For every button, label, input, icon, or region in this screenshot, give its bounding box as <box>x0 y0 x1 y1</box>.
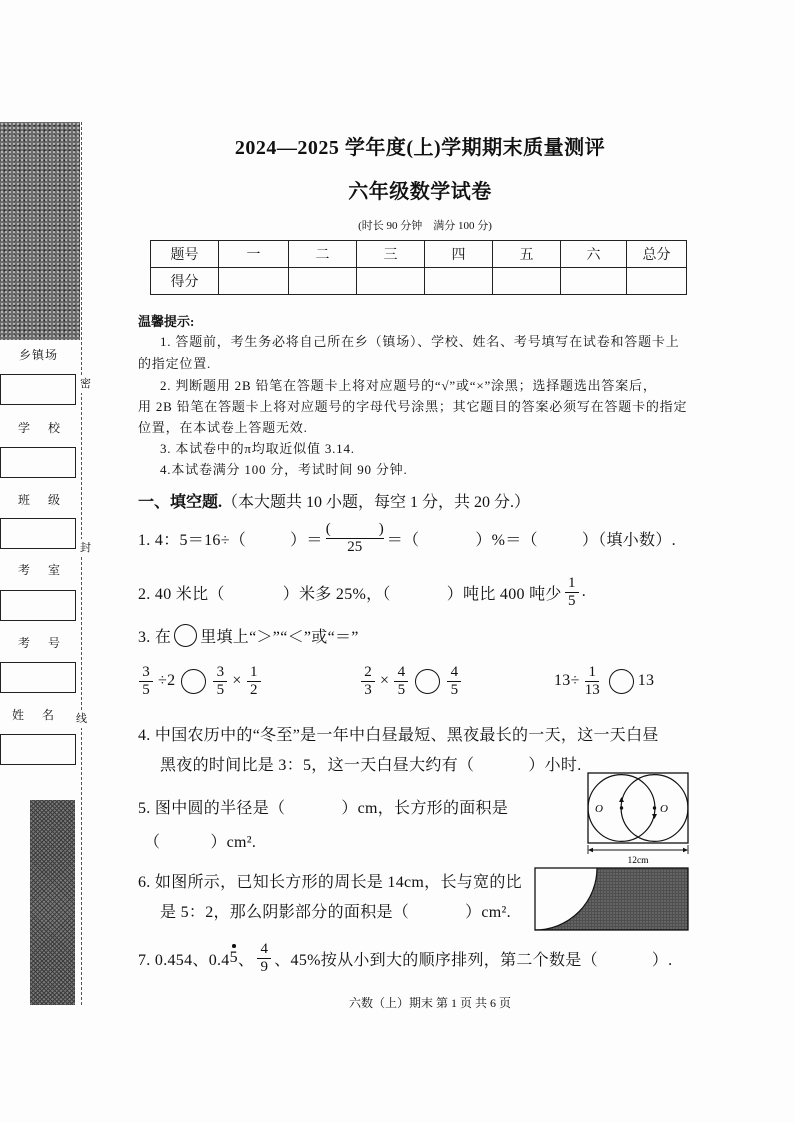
score-cell <box>425 268 493 295</box>
score-header-cell: 四 <box>425 241 493 268</box>
score-header-cell: 三 <box>357 241 425 268</box>
q6-text: 是 5：2，那么阴影部分的面积是（ <box>160 903 410 921</box>
question-6-line-1 <box>138 869 522 891</box>
q1-fraction <box>326 521 384 556</box>
q7-fraction-denominator: 9 <box>260 958 268 975</box>
field-box-name <box>0 734 76 765</box>
question-1 <box>138 517 676 559</box>
question-3-stem <box>138 624 359 646</box>
section-heading-title: 一、填空题. <box>138 494 223 511</box>
fraction <box>394 664 408 699</box>
q2-text: . <box>581 583 587 600</box>
denominator: 3 <box>364 681 372 698</box>
denominator: 13 <box>584 681 600 698</box>
dimension-arrow-left-icon <box>588 848 593 852</box>
binding-dashed-line <box>81 122 82 1005</box>
score-header-cell: 五 <box>493 241 561 268</box>
field-box-township <box>0 374 76 405</box>
q3-text: 3. 在 <box>138 628 172 646</box>
notice-line: 2. 判断题用 2B 铅笔在答题卡上将对应题号的“√”或“×”涂黑；选择题选出答案后， <box>160 378 657 393</box>
section-heading <box>138 493 530 513</box>
score-cell <box>493 268 561 295</box>
q2-text: 2. 40 米比（ <box>138 585 225 603</box>
denominator: 5 <box>397 681 406 698</box>
q7-fraction <box>257 941 271 976</box>
question-4-line-1 <box>138 722 659 744</box>
answer-blank <box>246 538 290 539</box>
score-header-cell: 题号 <box>151 241 219 268</box>
question-5-line-1 <box>138 795 508 817</box>
duration-note: (时长 90 分钟 满分 100 分) <box>358 220 492 232</box>
score-row-label: 得分 <box>151 268 219 295</box>
q5-text: ）cm，长方形的面积是 <box>341 799 509 817</box>
q7-text: 、 <box>237 951 255 969</box>
field-label-school: 学 校 <box>18 421 65 435</box>
binding-texture-bottom <box>30 800 75 1005</box>
q7-text: ）. <box>651 951 673 969</box>
q3-item-3 <box>554 660 654 702</box>
q5-text: （ <box>144 833 161 851</box>
q3-item-2 <box>358 660 464 702</box>
field-box-school <box>0 447 76 478</box>
field-label-exam-number: 考 号 <box>18 636 65 650</box>
numerator: 4 <box>447 664 461 682</box>
score-header-cell: 一 <box>219 241 289 268</box>
fraction <box>213 664 227 699</box>
q2-fraction-numerator: 1 <box>565 575 579 593</box>
q4-text: 黑夜的时间比是 3：5，这一天白昼大约有（ <box>160 756 475 774</box>
q1-fraction-denominator: 25 <box>347 538 363 555</box>
notice-line: 位置，在本试卷上答题无效. <box>138 420 308 435</box>
question-7 <box>138 937 672 979</box>
fraction <box>139 664 153 699</box>
score-cell <box>357 268 425 295</box>
numerator: 2 <box>361 664 375 682</box>
answer-blank <box>225 592 283 593</box>
question-4-line-2 <box>160 752 582 774</box>
q4-text: 4. 中国农历中的“冬至”是一年中白昼最短、黑夜最长的一天，这一天白昼 <box>138 726 659 744</box>
q7-text: 7. 0.454、0.4 <box>138 951 230 969</box>
comparison-circle <box>609 669 634 694</box>
numerator: 3 <box>213 664 227 682</box>
operator: 13÷ <box>554 672 580 689</box>
exam-subtitle: 六年级数学试卷 <box>348 181 492 203</box>
section-heading-detail: （本大题共 10 小题，每空 1 分，共 20 分.） <box>222 494 531 511</box>
field-label-township: 乡镇场 <box>19 348 59 362</box>
numerator: 1 <box>585 664 599 682</box>
fraction <box>247 664 261 699</box>
answer-blank <box>409 910 465 911</box>
seal-mark-feng: 封 <box>80 539 91 557</box>
center-label-left: O <box>595 803 603 815</box>
comparison-circle <box>181 669 206 694</box>
q7-fraction-numerator: 4 <box>257 941 271 959</box>
operator: × <box>380 672 390 689</box>
page-footer: 六数（上）期末 第 1 页 共 6 页 <box>348 996 511 1010</box>
fraction <box>447 664 461 699</box>
answer-blank <box>598 958 652 959</box>
length-label: 12cm <box>627 856 649 866</box>
paren-open: ( <box>325 520 331 537</box>
q1-text: ）（填小数）. <box>581 531 676 549</box>
q7-text: 、45%按从小到大的顺序排列，第二个数是（ <box>274 951 598 969</box>
q5-text: 5. 图中圆的半径是（ <box>138 799 286 817</box>
q2-fraction <box>565 575 579 610</box>
notice-heading: 温馨提示: <box>138 314 195 329</box>
exam-title: 2024—2025 学年度(上)学期期末质量测评 <box>234 137 606 159</box>
q1-text: ）＝ <box>290 531 323 549</box>
score-header-cell: 六 <box>561 241 627 268</box>
q1-fraction-numerator <box>326 521 384 539</box>
numerator: 1 <box>247 664 261 682</box>
q3-item-1 <box>136 660 264 702</box>
figure-rectangle <box>588 773 688 843</box>
operator: × <box>232 672 242 689</box>
field-label-exam-room: 考 室 <box>18 563 65 577</box>
paren-close: ) <box>378 520 384 537</box>
question-5-line-2 <box>144 829 256 851</box>
comparison-circle <box>174 624 197 647</box>
score-header-cell: 二 <box>289 241 357 268</box>
q6-text: ）cm². <box>465 903 511 921</box>
answer-blank <box>391 592 447 593</box>
score-table <box>150 240 687 295</box>
answer-blank <box>538 538 582 539</box>
notice-line: 3. 本试卷中的π均取近似值 3.14. <box>160 441 355 456</box>
q5-circles-figure <box>582 767 694 869</box>
score-value-row <box>151 268 687 295</box>
score-header-cell: 总分 <box>627 241 687 268</box>
notice-line: 1. 答题前，考生务必将自己所在乡（镇场）、学校、姓名、考号填写在试卷和答题卡上 <box>160 334 680 349</box>
comparison-circle <box>415 669 440 694</box>
answer-blank <box>285 806 341 807</box>
q4-text: ）小时. <box>528 756 582 774</box>
field-box-class <box>0 518 76 549</box>
seal-mark-xian: 线 <box>76 710 87 728</box>
q3-text: 里填上“＞”“＜”或“＝” <box>200 628 359 646</box>
field-label-name: 姓 名 <box>12 708 59 722</box>
q5-text: ）cm². <box>210 833 257 851</box>
q6-text: 6. 如图所示，已知长方形的周长是 14cm，长与宽的比 <box>138 873 522 891</box>
q6-shaded-figure <box>532 864 692 934</box>
fraction <box>583 664 602 699</box>
score-cell <box>627 268 687 295</box>
question-6-line-2 <box>160 899 511 921</box>
denominator: 5 <box>142 681 150 698</box>
field-box-exam-number <box>0 662 76 693</box>
score-cell <box>561 268 627 295</box>
denominator: 5 <box>450 681 459 698</box>
denominator: 5 <box>216 681 225 698</box>
dimension-arrow-right-icon <box>683 848 688 852</box>
denominator: 2 <box>249 681 258 698</box>
notice-line: 用 2B 铅笔在答题卡上将对应题号的字母代号涂黑；其它题目的答案必须写在答题卡的指定 <box>138 399 688 414</box>
field-label-class: 班 级 <box>18 493 65 507</box>
numerator: 3 <box>139 664 153 682</box>
answer-blank <box>419 538 475 539</box>
value: 13 <box>637 672 655 689</box>
q1-text: 1. 4：5＝16÷（ <box>138 531 247 549</box>
score-cell <box>289 268 357 295</box>
seal-mark-mi: 密 <box>80 375 91 393</box>
numerator: 4 <box>394 664 408 682</box>
notice-line: 的指定位置. <box>138 356 212 371</box>
score-cell <box>219 268 289 295</box>
operator: ÷2 <box>158 672 176 689</box>
fraction <box>361 664 375 699</box>
center-dot-left <box>620 806 623 809</box>
center-dot-right <box>653 806 656 809</box>
question-2 <box>138 571 586 613</box>
q2-fraction-denominator: 5 <box>568 592 576 609</box>
field-box-exam-room <box>0 590 76 621</box>
notice-line: 4.本试卷满分 100 分，考试时间 90 分钟. <box>160 462 408 477</box>
answer-blank <box>160 840 210 841</box>
score-header-row <box>151 241 687 268</box>
q1-text: ）%＝（ <box>475 531 538 549</box>
q2-text: ）吨比 400 吨少 <box>446 585 562 603</box>
center-label-right: O <box>660 803 668 815</box>
answer-blank <box>474 763 528 764</box>
q1-text: ＝（ <box>386 531 420 549</box>
repeating-digit: 5 <box>229 949 238 966</box>
shaded-region <box>535 868 688 930</box>
binding-texture-top <box>0 122 80 340</box>
q2-text: ）米多 25%，（ <box>282 585 391 603</box>
